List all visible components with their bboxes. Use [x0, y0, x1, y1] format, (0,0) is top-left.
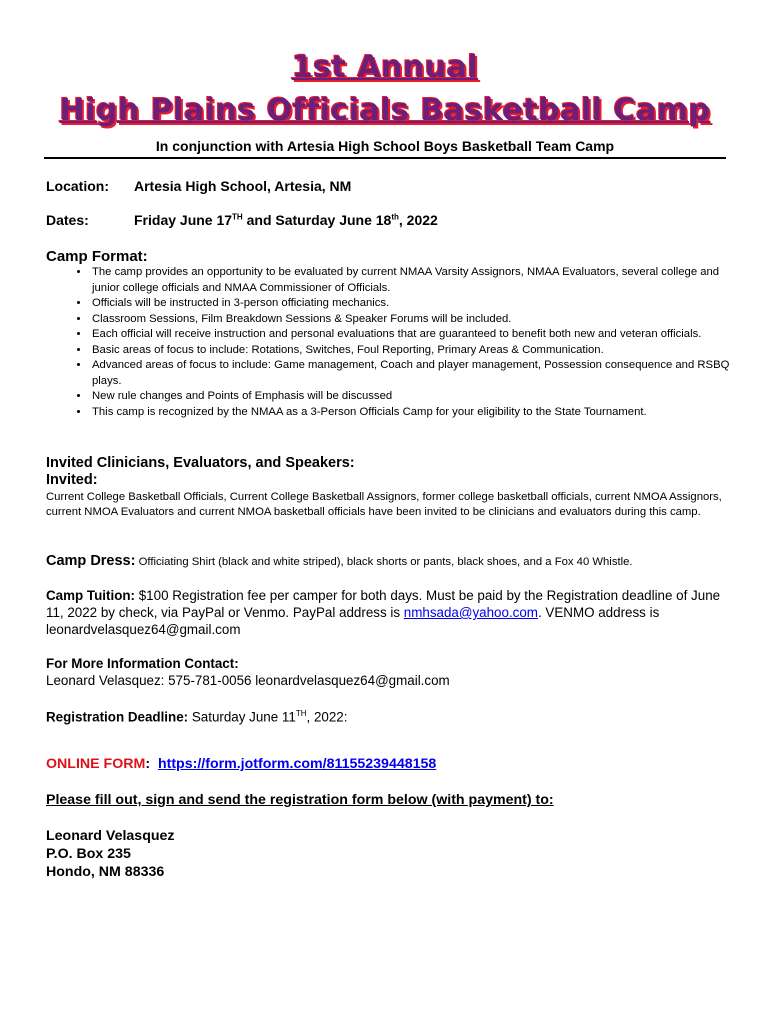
clinicians-subheading: Invited: — [46, 472, 98, 488]
list-item: • Advanced areas of focus to include: Game management, Coach and player management, Possession consequence and RSBQ plays. — [90, 358, 745, 389]
online-form: ONLINE FORM: https://form.jotform.com/81155239448158 — [46, 756, 437, 772]
camp-tuition: Camp Tuition: $100 Registration fee per camper for both days. Must be paid by the Registration deadline of June 11, 2022 by check, via PayPal or Venmo. PayPal address is nmhsada@yahoo.com. VENMO address is leonardvelasquez64@gmail.com — [46, 588, 721, 637]
clinicians-heading: Invited Clinicians, Evaluators, and Speakers: — [46, 455, 355, 471]
paypal-email-link[interactable]: nmhsada@yahoo.com — [403, 605, 538, 620]
registration-deadline: Registration Deadline: Saturday June 11TH, 2022: — [46, 709, 348, 725]
online-form-link[interactable]: https://form.jotform.com/81155239448158 — [157, 756, 437, 772]
clinicians-text: Current College Basketball Officials, Current College Basketball Assignors, former college basketball officials, current NMOA Assignors, current NMOA Evaluators and current NMOA basketball officials have been invited to be clinicians and evaluators during this camp. — [46, 491, 722, 518]
location-row — [46, 178, 351, 194]
list-item: • Classroom Sessions, Film Breakdown Sessions & Speaker Forums will be included. — [90, 312, 745, 328]
address-po-box: P.O. Box 235 — [46, 846, 131, 862]
camp-dress-text: Officiating Shirt (black and white striped), black shorts or pants, black shoes, and a Fox 40 Whistle. — [135, 556, 633, 568]
location-value: Artesia High School, Artesia, NM — [134, 178, 352, 194]
contact-line: Leonard Velasquez: 575-781-0056 leonardvelasquez64@gmail.com — [46, 673, 450, 688]
address-city: Hondo, NM 88336 — [46, 864, 165, 880]
camp-format-list — [72, 265, 745, 420]
list-item: • New rule changes and Points of Emphasis will be discussed — [90, 389, 745, 405]
dates-value: Friday June 17TH and Saturday June 18th, 2022 — [134, 212, 438, 228]
mailing-address — [46, 827, 726, 881]
list-item: • Officials will be instructed in 3-person officiating mechanics. — [90, 296, 745, 312]
dates-label: Dates: — [46, 212, 89, 228]
contact-heading: For More Information Contact: — [46, 656, 239, 671]
online-form-label: ONLINE FORM — [46, 756, 146, 772]
subtitle: In conjunction with Artesia High School Boys Basketball Team Camp — [44, 137, 726, 159]
dates-row — [46, 212, 438, 228]
address-name: Leonard Velasquez — [46, 828, 175, 844]
camp-tuition-label: Camp Tuition: — [46, 588, 136, 603]
title-line-2: High Plains Officials Basketball Camp — [59, 93, 711, 128]
list-item: • This camp is recognized by the NMAA as a 3-Person Officials Camp for your eligibility to the State Tournament. — [90, 405, 745, 421]
registration-deadline-label: Registration Deadline: — [46, 709, 189, 725]
list-item: • Basic areas of focus to include: Rotations, Switches, Foul Reporting, Primary Areas & Communication. — [90, 343, 745, 359]
camp-dress — [46, 552, 726, 571]
camp-format-heading: Camp Format: — [46, 248, 148, 265]
list-item: • Each official will receive instruction and personal evaluations that are guaranteed to benefit both new and veteran officials. — [90, 327, 745, 343]
title-line-1: 1st Annual — [291, 50, 479, 85]
location-label: Location: — [46, 178, 109, 194]
camp-dress-label: Camp Dress: — [46, 553, 136, 569]
list-item: • The camp provides an opportunity to be evaluated by current NMAA Varsity Assignors, NMAA Evaluators, several college and junior college officials and NMAA Commissioner of Officials. — [90, 265, 745, 296]
instructions: Please fill out, sign and send the registration form below (with payment) to: — [46, 792, 554, 808]
